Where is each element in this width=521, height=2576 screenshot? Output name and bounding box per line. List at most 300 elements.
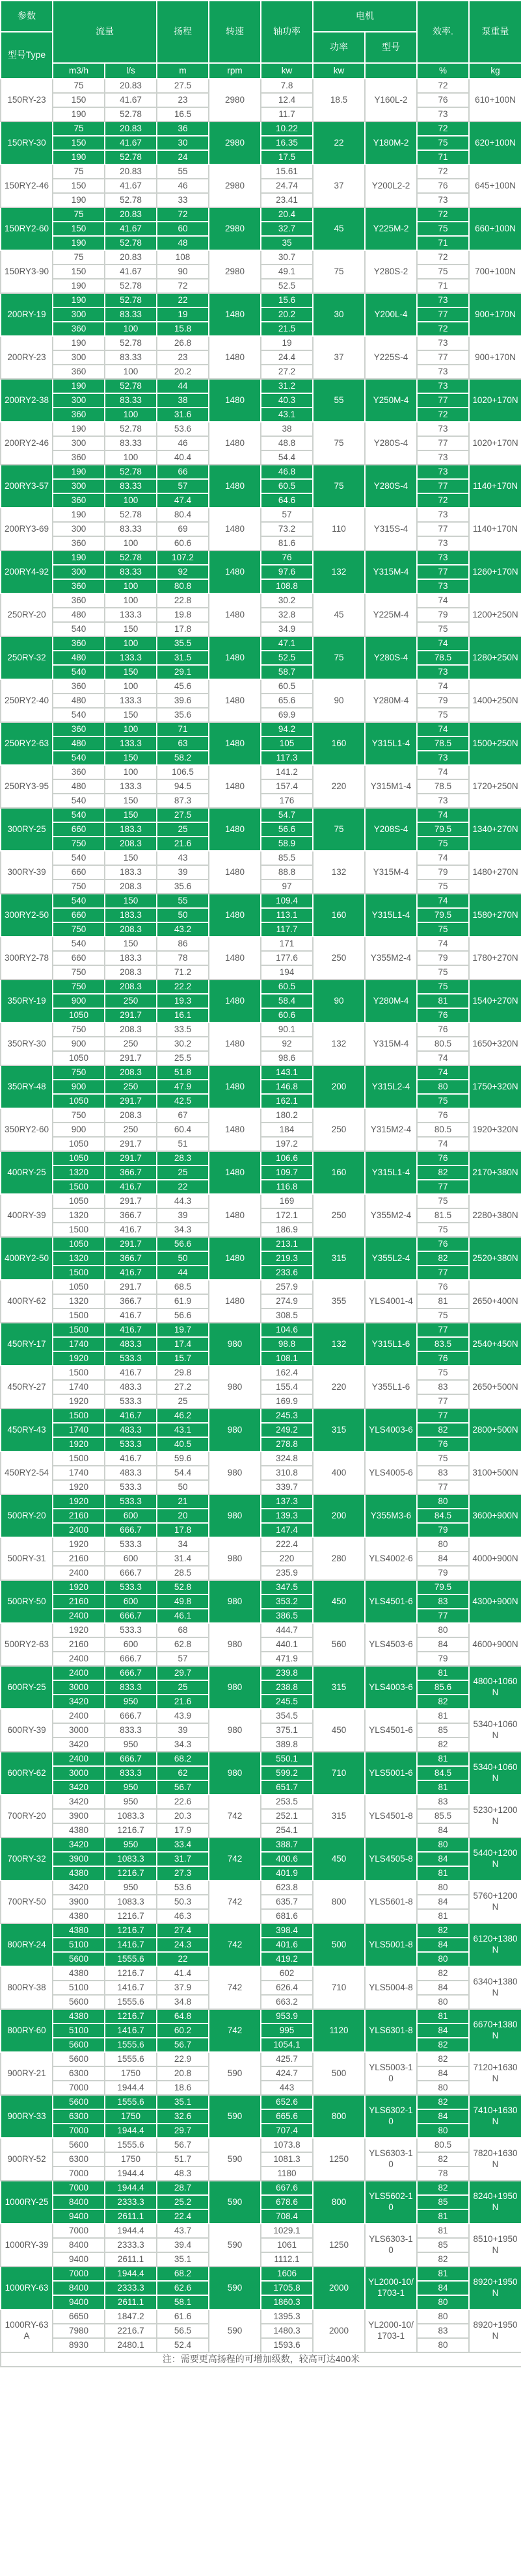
motor-power-cell: 800 [313, 1880, 365, 1923]
weight-cell: 4300+900N [469, 1580, 521, 1623]
flow-m3h-cell: 750 [53, 1108, 105, 1123]
flow-ls-cell: 483.3 [105, 1380, 157, 1394]
motor-model-cell: Y355L2-4 [365, 1237, 417, 1280]
flow-ls-cell: 291.7 [105, 1151, 157, 1165]
flow-ls-cell: 100 [105, 536, 157, 551]
head-cell: 41.4 [157, 1966, 209, 1981]
motor-power-cell: 500 [313, 2052, 365, 2095]
flow-m3h-cell: 3420 [53, 1838, 105, 1852]
shaft-power-cell: 105 [261, 736, 313, 751]
spec-row [1, 2052, 521, 2066]
header-head: 扬程 [157, 1, 209, 63]
motor-power-cell: 250 [313, 937, 365, 980]
speed-cell: 1480 [209, 1108, 261, 1151]
flow-m3h-cell: 360 [53, 322, 105, 336]
flow-ls-cell: 150 [105, 808, 157, 822]
spec-row [1, 1409, 521, 1423]
flow-ls-cell: 1416.7 [105, 1938, 157, 1952]
flow-m3h-cell: 75 [53, 250, 105, 265]
efficiency-cell: 72 [417, 164, 469, 179]
flow-ls-cell: 416.7 [105, 1366, 157, 1380]
head-cell: 46.1 [157, 1609, 209, 1623]
flow-ls-cell: 183.3 [105, 822, 157, 837]
weight-cell: 1540+270N [469, 980, 521, 1022]
head-cell: 35.6 [157, 708, 209, 722]
flow-m3h-cell: 1740 [53, 1466, 105, 1480]
model-cell: 300RY2-78 [1, 937, 53, 980]
flow-ls-cell: 533.3 [105, 1537, 157, 1552]
speed-cell: 980 [209, 1537, 261, 1580]
efficiency-cell: 75 [417, 837, 469, 851]
spec-row [1, 865, 521, 879]
shaft-power-cell: 186.9 [261, 1223, 313, 1237]
shaft-power-cell: 98.8 [261, 1337, 313, 1351]
shaft-power-cell: 678.6 [261, 2195, 313, 2209]
head-cell: 66 [157, 465, 209, 479]
spec-row [1, 136, 521, 150]
efficiency-cell: 85.6 [417, 1680, 469, 1695]
shaft-power-cell: 20.4 [261, 207, 313, 222]
shaft-power-cell: 35 [261, 236, 313, 250]
flow-m3h-cell: 540 [53, 622, 105, 636]
spec-row [1, 1251, 521, 1266]
spec-row [1, 1809, 521, 1823]
flow-ls-cell: 950 [105, 1737, 157, 1752]
shaft-power-cell: 12.4 [261, 93, 313, 107]
flow-m3h-cell: 900 [53, 994, 105, 1008]
spec-row [1, 1509, 521, 1523]
efficiency-cell: 79.5 [417, 1580, 469, 1594]
flow-m3h-cell: 6300 [53, 2152, 105, 2166]
flow-ls-cell: 100 [105, 722, 157, 736]
speed-cell: 980 [209, 1366, 261, 1409]
flow-m3h-cell: 5600 [53, 2138, 105, 2152]
header-motor-power: 功率 [313, 32, 365, 63]
head-cell: 58.2 [157, 751, 209, 765]
spec-row [1, 1094, 521, 1108]
shaft-power-cell: 1606 [261, 2267, 313, 2281]
head-cell: 27.2 [157, 1380, 209, 1394]
efficiency-cell: 71 [417, 236, 469, 250]
shaft-power-cell: 389.8 [261, 1737, 313, 1752]
shaft-power-cell: 1054.1 [261, 2038, 313, 2052]
efficiency-cell: 75 [417, 965, 469, 980]
flow-m3h-cell: 540 [53, 808, 105, 822]
weight-cell: 700+100N [469, 250, 521, 293]
shaft-power-cell: 85.5 [261, 851, 313, 865]
flow-ls-cell: 41.67 [105, 265, 157, 279]
flow-m3h-cell: 1740 [53, 1380, 105, 1394]
weight-cell: 1780+270N [469, 937, 521, 980]
spec-row [1, 508, 521, 522]
efficiency-cell: 81 [417, 1752, 469, 1766]
shaft-power-cell: 172.1 [261, 1208, 313, 1223]
shaft-power-cell: 401.9 [261, 1866, 313, 1880]
flow-m3h-cell: 150 [53, 222, 105, 236]
shaft-power-cell: 57 [261, 508, 313, 522]
spec-row [1, 1709, 521, 1723]
head-cell: 34.8 [157, 1995, 209, 2009]
motor-model-cell: Y355M2-4 [365, 937, 417, 980]
shaft-power-cell: 94.2 [261, 722, 313, 736]
weight-cell: 1020+170N [469, 379, 521, 422]
spec-row [1, 1294, 521, 1308]
efficiency-cell: 83 [417, 1795, 469, 1809]
spec-row [1, 1880, 521, 1895]
head-cell: 34 [157, 1537, 209, 1552]
head-cell: 44 [157, 1266, 209, 1280]
weight-cell: 900+170N [469, 336, 521, 379]
flow-ls-cell: 1944.4 [105, 2081, 157, 2095]
shaft-power-cell: 1081.3 [261, 2152, 313, 2166]
motor-model-cell: Y315M-4 [365, 851, 417, 894]
flow-m3h-cell: 5600 [53, 2095, 105, 2109]
flow-ls-cell: 133.3 [105, 608, 157, 622]
efficiency-cell: 74 [417, 851, 469, 865]
head-cell: 31.7 [157, 1852, 209, 1866]
shaft-power-cell: 38 [261, 422, 313, 436]
head-cell: 17.4 [157, 1337, 209, 1351]
flow-m3h-cell: 750 [53, 965, 105, 980]
flow-m3h-cell: 7000 [53, 2081, 105, 2095]
motor-power-cell: 450 [313, 1709, 365, 1752]
shaft-power-cell: 76 [261, 551, 313, 565]
model-cell: 150RY-30 [1, 122, 53, 164]
flow-m3h-cell: 190 [53, 551, 105, 565]
flow-ls-cell: 291.7 [105, 1194, 157, 1208]
head-cell: 50 [157, 908, 209, 922]
flow-m3h-cell: 5100 [53, 1981, 105, 1995]
head-cell: 68.5 [157, 1280, 209, 1294]
spec-row [1, 250, 521, 265]
head-cell: 47.4 [157, 493, 209, 508]
flow-m3h-cell: 7000 [53, 2124, 105, 2138]
flow-ls-cell: 100 [105, 365, 157, 379]
motor-model-cell: Y355M2-4 [365, 1194, 417, 1237]
weight-cell: 1140+170N [469, 465, 521, 508]
head-cell: 33.4 [157, 1838, 209, 1852]
efficiency-cell: 73 [417, 465, 469, 479]
shaft-power-cell: 98.6 [261, 1051, 313, 1065]
flow-ls-cell: 600 [105, 1594, 157, 1609]
efficiency-cell: 81 [417, 1866, 469, 1880]
shaft-power-cell: 17.5 [261, 150, 313, 164]
efficiency-cell: 74 [417, 636, 469, 651]
spec-row [1, 2095, 521, 2109]
efficiency-cell: 73 [417, 551, 469, 565]
weight-cell: 7820+1630N [469, 2138, 521, 2181]
flow-m3h-cell: 190 [53, 107, 105, 122]
motor-power-cell: 250 [313, 1194, 365, 1237]
head-cell: 60 [157, 222, 209, 236]
flow-ls-cell: 1083.3 [105, 1852, 157, 1866]
flow-ls-cell: 1750 [105, 2066, 157, 2081]
motor-power-cell: 315 [313, 1409, 365, 1451]
motor-model-cell: YLS6301-8 [365, 2009, 417, 2052]
flow-ls-cell: 416.7 [105, 1180, 157, 1194]
header-weight: 泵重量 [469, 1, 521, 63]
shaft-power-cell: 253.5 [261, 1795, 313, 1809]
flow-ls-cell: 666.7 [105, 1709, 157, 1723]
shaft-power-cell: 1593.6 [261, 2338, 313, 2352]
flow-ls-cell: 416.7 [105, 1223, 157, 1237]
efficiency-cell: 80 [417, 2124, 469, 2138]
flow-m3h-cell: 4380 [53, 1909, 105, 1923]
efficiency-cell: 73 [417, 536, 469, 551]
shaft-power-cell: 54.7 [261, 808, 313, 822]
head-cell: 67 [157, 1108, 209, 1123]
model-cell: 200RY3-57 [1, 465, 53, 508]
flow-ls-cell: 208.3 [105, 1065, 157, 1080]
spec-row [1, 1766, 521, 1780]
flow-ls-cell: 1083.3 [105, 1895, 157, 1909]
motor-model-cell: YLS6303-10 [365, 2138, 417, 2181]
flow-m3h-cell: 750 [53, 1022, 105, 1037]
shaft-power-cell: 257.9 [261, 1280, 313, 1294]
shaft-power-cell: 46.8 [261, 465, 313, 479]
efficiency-cell: 79 [417, 1523, 469, 1537]
spec-row [1, 608, 521, 622]
spec-row [1, 336, 521, 350]
efficiency-cell: 82 [417, 2252, 469, 2267]
efficiency-cell: 77 [417, 522, 469, 536]
shaft-power-cell: 995 [261, 2023, 313, 2038]
shaft-power-cell: 219.3 [261, 1251, 313, 1266]
weight-cell: 8920+1950N [469, 2309, 521, 2352]
flow-ls-cell: 133.3 [105, 736, 157, 751]
spec-row [1, 1695, 521, 1709]
flow-m3h-cell: 1050 [53, 1151, 105, 1165]
flow-ls-cell: 666.7 [105, 1752, 157, 1766]
spec-row [1, 1123, 521, 1137]
efficiency-cell: 84 [417, 1637, 469, 1652]
efficiency-cell: 85 [417, 2195, 469, 2209]
model-cell: 500RY-20 [1, 1494, 53, 1537]
spec-row [1, 2295, 521, 2309]
flow-ls-cell: 416.7 [105, 1308, 157, 1323]
motor-model-cell: YLS4002-6 [365, 1537, 417, 1580]
flow-ls-cell: 20.83 [105, 250, 157, 265]
efficiency-cell: 82 [417, 1966, 469, 1981]
flow-m3h-cell: 3000 [53, 1723, 105, 1737]
speed-cell: 1480 [209, 894, 261, 937]
spec-row [1, 2038, 521, 2052]
spec-row [1, 1680, 521, 1695]
shaft-power-cell: 56.6 [261, 822, 313, 837]
model-cell: 1000RY-39 [1, 2224, 53, 2267]
head-cell: 30 [157, 136, 209, 150]
efficiency-cell: 81 [417, 2224, 469, 2238]
spec-row [1, 1480, 521, 1494]
flow-m3h-cell: 3000 [53, 1766, 105, 1780]
spec-row [1, 1566, 521, 1580]
shaft-power-cell: 43.1 [261, 408, 313, 422]
shaft-power-cell: 147.4 [261, 1523, 313, 1537]
flow-ls-cell: 1555.6 [105, 1995, 157, 2009]
shaft-power-cell: 354.5 [261, 1709, 313, 1723]
unit-motor-power: kw [313, 63, 365, 79]
weight-cell: 2520+380N [469, 1237, 521, 1280]
motor-power-cell: 315 [313, 1795, 365, 1838]
flow-m3h-cell: 480 [53, 736, 105, 751]
flow-m3h-cell: 300 [53, 307, 105, 322]
flow-ls-cell: 366.7 [105, 1208, 157, 1223]
motor-power-cell: 400 [313, 1451, 365, 1494]
model-cell: 500RY-31 [1, 1537, 53, 1580]
efficiency-cell: 80 [417, 2295, 469, 2309]
shaft-power-cell: 60.5 [261, 679, 313, 694]
spec-row [1, 107, 521, 122]
flow-m3h-cell: 6650 [53, 2309, 105, 2324]
flow-m3h-cell: 1050 [53, 1137, 105, 1151]
spec-row [1, 1838, 521, 1852]
efficiency-cell: 77 [417, 350, 469, 365]
flow-m3h-cell: 6300 [53, 2066, 105, 2081]
flow-m3h-cell: 300 [53, 565, 105, 579]
flow-m3h-cell: 150 [53, 93, 105, 107]
unit-weight: kg [469, 63, 521, 79]
flow-ls-cell: 250 [105, 1080, 157, 1094]
spec-row [1, 2109, 521, 2124]
head-cell: 27.5 [157, 808, 209, 822]
motor-model-cell: Y180M-2 [365, 122, 417, 164]
efficiency-cell: 76 [417, 93, 469, 107]
head-cell: 62.6 [157, 2281, 209, 2295]
flow-ls-cell: 133.3 [105, 651, 157, 665]
speed-cell: 980 [209, 1323, 261, 1366]
head-cell: 55 [157, 164, 209, 179]
flow-m3h-cell: 540 [53, 751, 105, 765]
efficiency-cell: 73 [417, 794, 469, 808]
shaft-power-cell: 398.4 [261, 1923, 313, 1938]
spec-row [1, 2324, 521, 2338]
efficiency-cell: 80 [417, 1623, 469, 1637]
flow-ls-cell: 1555.6 [105, 2138, 157, 2152]
head-cell: 72 [157, 279, 209, 293]
shaft-power-cell: 278.8 [261, 1437, 313, 1451]
flow-m3h-cell: 7000 [53, 2224, 105, 2238]
efficiency-cell: 75 [417, 1094, 469, 1108]
spec-row [1, 2081, 521, 2095]
flow-ls-cell: 366.7 [105, 1294, 157, 1308]
flow-m3h-cell: 1050 [53, 1237, 105, 1251]
flow-m3h-cell: 3900 [53, 1852, 105, 1866]
flow-ls-cell: 183.3 [105, 865, 157, 879]
head-cell: 44.3 [157, 1194, 209, 1208]
efficiency-cell: 74 [417, 808, 469, 822]
flow-m3h-cell: 750 [53, 1065, 105, 1080]
head-cell: 19.7 [157, 1323, 209, 1337]
model-cell: 400RY-62 [1, 1280, 53, 1323]
weight-cell: 4600+900N [469, 1623, 521, 1666]
head-cell: 56.6 [157, 1308, 209, 1323]
spec-row [1, 1637, 521, 1652]
efficiency-cell: 76 [417, 179, 469, 193]
flow-ls-cell: 1216.7 [105, 2009, 157, 2023]
spec-row [1, 2309, 521, 2324]
shaft-power-cell: 444.7 [261, 1623, 313, 1637]
model-cell: 800RY-24 [1, 1923, 53, 1966]
head-cell: 60.6 [157, 536, 209, 551]
head-cell: 78 [157, 951, 209, 965]
efficiency-cell: 74 [417, 1051, 469, 1065]
head-cell: 40.4 [157, 450, 209, 465]
weight-cell: 2650+500N [469, 1366, 521, 1409]
speed-cell: 742 [209, 1966, 261, 2009]
flow-m3h-cell: 4380 [53, 1823, 105, 1838]
flow-m3h-cell: 1500 [53, 1223, 105, 1237]
flow-ls-cell: 250 [105, 1037, 157, 1051]
efficiency-cell: 72 [417, 493, 469, 508]
motor-power-cell: 75 [313, 250, 365, 293]
unit-flow-ls: l/s [105, 63, 157, 79]
speed-cell: 1480 [209, 1151, 261, 1194]
flow-m3h-cell: 1740 [53, 1337, 105, 1351]
shaft-power-cell: 90.1 [261, 1022, 313, 1037]
spec-row [1, 1208, 521, 1223]
model-cell: 700RY-50 [1, 1880, 53, 1923]
spec-row [1, 1223, 521, 1237]
flow-m3h-cell: 300 [53, 393, 105, 408]
speed-cell: 742 [209, 2009, 261, 2052]
head-cell: 106.5 [157, 765, 209, 779]
efficiency-cell: 81 [417, 1909, 469, 1923]
shaft-power-cell: 92 [261, 1037, 313, 1051]
head-cell: 22.6 [157, 1795, 209, 1809]
flow-ls-cell: 666.7 [105, 1523, 157, 1537]
shaft-power-cell: 162.1 [261, 1094, 313, 1108]
efficiency-cell: 79 [417, 1652, 469, 1666]
speed-cell: 742 [209, 1880, 261, 1923]
motor-model-cell: Y315L1-4 [365, 722, 417, 765]
shaft-power-cell: 162.4 [261, 1366, 313, 1380]
model-cell: 450RY-43 [1, 1409, 53, 1451]
shaft-power-cell: 425.7 [261, 2052, 313, 2066]
flow-ls-cell: 208.3 [105, 1108, 157, 1123]
unit-motor-model [365, 63, 417, 79]
spec-row [1, 1737, 521, 1752]
shaft-power-cell: 599.2 [261, 1766, 313, 1780]
spec-row [1, 1065, 521, 1080]
flow-ls-cell: 416.7 [105, 1323, 157, 1337]
efficiency-cell: 80.5 [417, 1123, 469, 1137]
efficiency-cell: 77 [417, 436, 469, 450]
flow-m3h-cell: 5600 [53, 2038, 105, 2052]
flow-ls-cell: 1555.6 [105, 1952, 157, 1966]
head-cell: 59.6 [157, 1451, 209, 1466]
flow-m3h-cell: 1920 [53, 1394, 105, 1409]
motor-model-cell: YLS5602-10 [365, 2181, 417, 2224]
shaft-power-cell: 73.2 [261, 522, 313, 536]
speed-cell: 1480 [209, 1237, 261, 1280]
shaft-power-cell: 24.74 [261, 179, 313, 193]
weight-cell: 3600+900N [469, 1494, 521, 1537]
motor-power-cell: 280 [313, 1537, 365, 1580]
spec-row [1, 393, 521, 408]
head-cell: 28.7 [157, 2181, 209, 2195]
efficiency-cell: 79.5 [417, 908, 469, 922]
spec-row [1, 1165, 521, 1180]
flow-m3h-cell: 750 [53, 837, 105, 851]
shaft-power-cell: 1073.8 [261, 2138, 313, 2152]
flow-m3h-cell: 190 [53, 465, 105, 479]
shaft-power-cell: 663.2 [261, 1995, 313, 2009]
efficiency-cell: 75 [417, 222, 469, 236]
flow-m3h-cell: 2160 [53, 1637, 105, 1652]
model-cell: 1000RY-63 [1, 2267, 53, 2309]
flow-ls-cell: 366.7 [105, 1165, 157, 1180]
shaft-power-cell: 30.7 [261, 250, 313, 265]
